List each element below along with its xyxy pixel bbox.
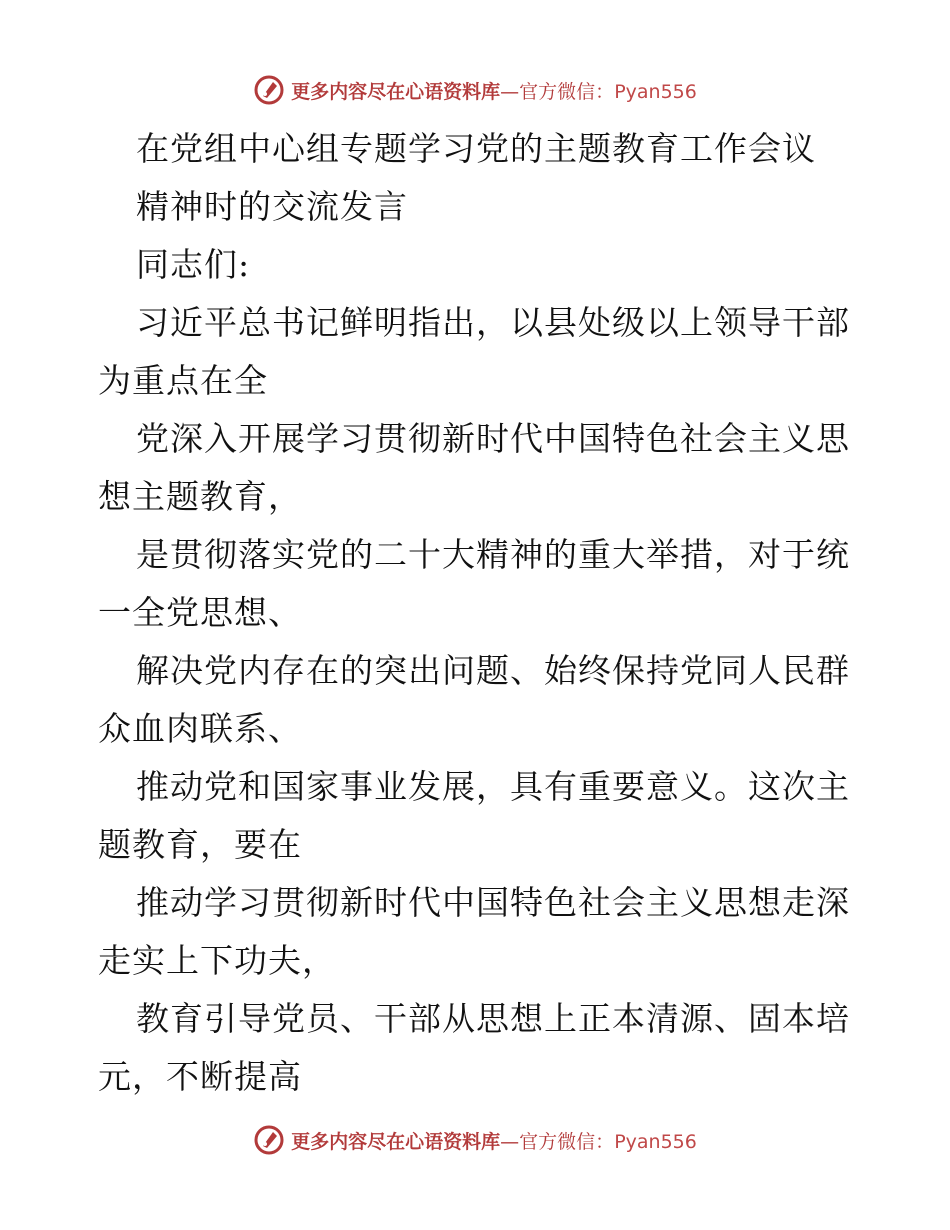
watermark-main: 更多内容尽在心语资料库 — [291, 80, 501, 103]
doc-line: 题教育，要在 — [98, 825, 302, 864]
header-watermark — [0, 70, 950, 110]
doc-line: 推动党和国家事业发展，具有重要意义。这次主 — [136, 767, 850, 806]
footer-watermark — [0, 1120, 950, 1160]
doc-line: 元，不断提高 — [98, 1057, 302, 1096]
watermark-label: 官方微信： — [519, 1130, 615, 1153]
watermark-label: 官方微信： — [519, 80, 615, 103]
doc-line: 众血肉联系、 — [98, 709, 302, 748]
document-body — [98, 120, 858, 1106]
doc-line: 想主题教育， — [98, 477, 302, 516]
doc-line: 为重点在全 — [98, 361, 268, 400]
doc-line: 是贯彻落实党的二十大精神的重大举措，对于统 — [136, 535, 850, 574]
doc-line: 解决党内存在的突出问题、始终保持党同人民群 — [136, 651, 850, 690]
doc-line: 党深入开展学习贯彻新时代中国特色社会主义思 — [136, 419, 850, 458]
doc-line: 习近平总书记鲜明指出，以县处级以上领导干部 — [136, 303, 850, 342]
pen-nib-circle-icon — [253, 1124, 285, 1156]
watermark-text — [291, 77, 697, 104]
watermark-id: Pyan556 — [614, 1130, 697, 1153]
watermark-dash: — — [500, 80, 520, 103]
doc-title-line-2: 精神时的交流发言 — [136, 187, 408, 226]
doc-line: 一全党思想、 — [98, 593, 302, 632]
doc-title-line-1: 在党组中心组专题学习党的主题教育工作会议 — [136, 129, 816, 168]
doc-line: 走实上下功夫， — [98, 941, 336, 980]
doc-salutation: 同志们: — [136, 245, 251, 284]
watermark-text — [291, 1127, 697, 1154]
watermark-dash: — — [500, 1130, 520, 1153]
watermark-id: Pyan556 — [614, 80, 697, 103]
pen-nib-circle-icon — [253, 74, 285, 106]
doc-line: 推动学习贯彻新时代中国特色社会主义思想走深 — [136, 883, 850, 922]
watermark-main: 更多内容尽在心语资料库 — [291, 1130, 501, 1153]
doc-line: 教育引导党员、干部从思想上正本清源、固本培 — [136, 999, 850, 1038]
